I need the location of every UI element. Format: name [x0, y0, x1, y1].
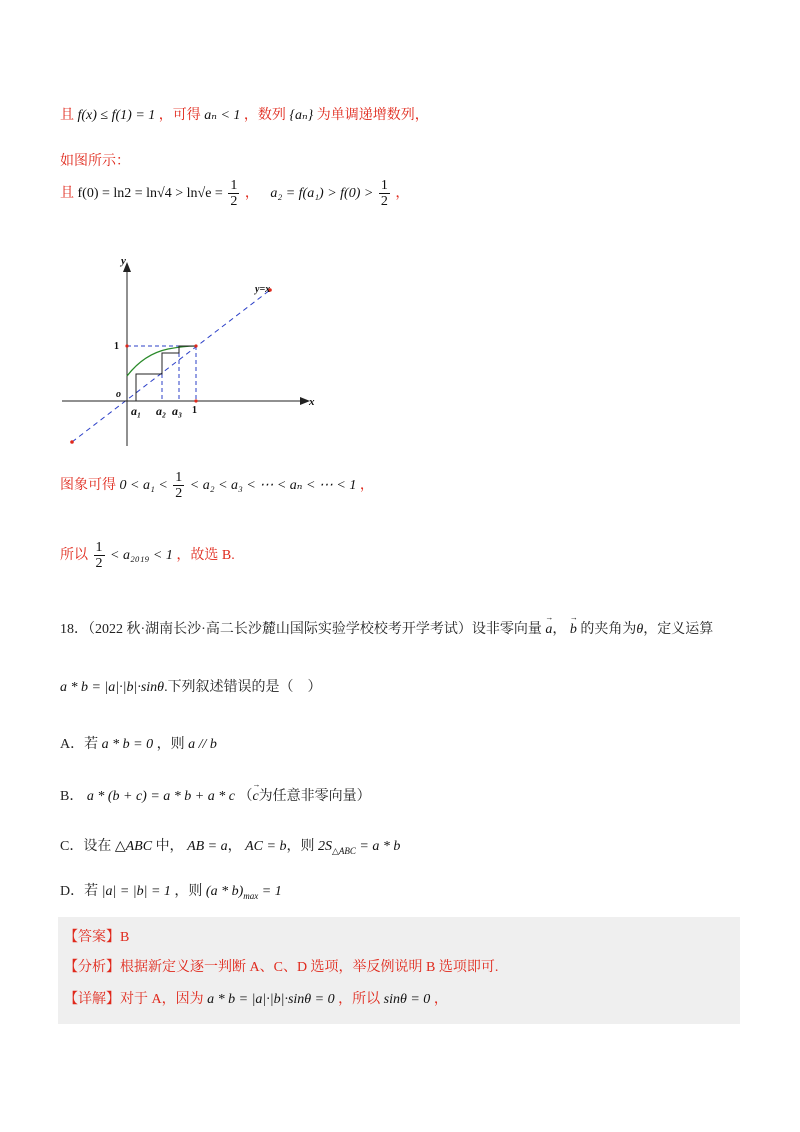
math-max: $(a * b)_{max}$ — [205, 884, 259, 901]
solution-line-1: 且 f(x) ≤ f(1) = 1 ，可得 aₙ < 1 ，数列 {aₙ} 为单调递增数列， — [60, 108, 429, 123]
math-eq-a-star-b: = a * b — [359, 839, 401, 854]
math-option-b: a * (b + c) = a * b + a * c — [86, 789, 235, 804]
x-one-label: 1 — [192, 405, 197, 416]
point-dot — [194, 344, 197, 347]
math-ab-eq-a: AB = a — [187, 839, 228, 854]
fraction-one-half: $\frac{1}{2}$ — [230, 178, 238, 210]
y-axis-label: y — [121, 255, 126, 267]
a2-label: a₂ — [156, 404, 167, 418]
math-chain-end: < a₂ < a₃ < ⋯ < aₙ < ⋯ < 1 — [189, 478, 357, 494]
vector-b: → b — [570, 622, 577, 638]
math-a2019: < a₂₀₁₉ < 1 — [110, 548, 173, 564]
point-dot — [125, 344, 128, 347]
math-an-lt-1: aₙ < 1 — [204, 108, 241, 123]
solution-line-3: 且 f(0) = ln2 = ln√4 > ln√e = $\frac{1}{2}$ ， a₂ = f(a₁) > f(0) > $\frac{1}{2}$ ， — [60, 178, 410, 210]
math-triangle: △ABC — [114, 839, 153, 854]
math-chain-start: 0 < a₁ < — [119, 478, 168, 494]
function-graph — [58, 250, 328, 450]
question-18-definition: a * b = |a|·|b|·sinθ.下列叙述错误的是（ ） — [60, 680, 322, 695]
math-ac-eq-b: AC = b — [245, 839, 287, 854]
vector-c: → c — [252, 789, 258, 805]
answer-tag: 【答案】 — [64, 930, 120, 945]
a3-label: a₃ — [172, 404, 183, 418]
analysis-tag: 【分析】 — [64, 960, 120, 975]
question-source: （2022 秋·湖南长沙·高二长沙麓山国际实验学校校考开学考试） — [88, 622, 472, 637]
math-sequence-an: {aₙ} — [289, 108, 314, 123]
answer-line — [64, 926, 129, 946]
solution-line-2: 如图所示： — [60, 154, 130, 169]
analysis-line — [64, 956, 498, 976]
math-detail-1: a * b = |a|·|b|·sinθ = 0 — [207, 992, 335, 1007]
detail-line: 【详解】对于 A，因为 a * b = |a|·|b|·sinθ = 0 ，所以 sinθ = 0 ， — [64, 992, 448, 1007]
x-axis-label: x — [309, 396, 315, 408]
answer-value: B — [120, 930, 130, 945]
math-f-le-1: f(x) ≤ f(1) = 1 — [77, 108, 156, 123]
fraction-one-half: $\frac{1}{2}$ — [95, 540, 103, 572]
detail-tag: 【详解】 — [64, 992, 120, 1007]
fraction-one-half: $\frac{1}{2}$ — [380, 178, 388, 210]
option-c: C．设在 △ABC 中， AB = a， AC = b，则 $2S_{\triangle ABC} = a * b$ — [60, 839, 401, 856]
y-one-label: 1 — [114, 341, 119, 352]
math-2s: $2S_{\triangle ABC}$ — [317, 839, 356, 856]
math-a2-gt: a₂ = f(a₁) > f(0) > — [270, 186, 374, 202]
fraction-one-half: $\frac{1}{2}$ — [175, 470, 183, 502]
point-dot — [194, 399, 197, 402]
solution-line-5: 所以 $\frac{1}{2}$ < a₂₀₁₉ < 1 ，故选 B. — [60, 540, 235, 572]
theta-symbol: θ — [636, 622, 644, 637]
line-y-equals-x — [72, 290, 270, 442]
solution-line-4: 图象可得 0 < a₁ < $\frac{1}{2}$ < a₂ < a₃ < ⋯ < aₙ < ⋯ < 1 ， — [60, 470, 374, 502]
option-d: D．若 |a| = |b| = 1 ，则 $(a * b)_{max} = 1$ — [60, 884, 282, 901]
math-definition: a * b = |a|·|b|·sinθ — [60, 680, 165, 695]
question-18-stem: 18．（2022 秋·湖南长沙·高二长沙麓山国际实验学校校考开学考试）设非零向量 → a， → b 的夹角为θ，定义运算 — [60, 618, 713, 638]
option-b: B． a * (b + c) = a * b + a * c （→ c为任意非零向量） — [60, 785, 371, 805]
a1-label: a₁ — [131, 404, 142, 418]
analysis-text: 根据新定义逐一判断 A、C、D 选项，举反例说明 B 选项即可. — [120, 960, 499, 975]
math-option-a-2: a // b — [188, 737, 217, 752]
math-option-a-1: a * b = 0 — [101, 737, 154, 752]
math-detail-2: sinθ = 0 — [383, 992, 431, 1007]
endpoint-dot — [70, 440, 74, 444]
line-label: y=x — [255, 284, 271, 295]
math-eq-1: = 1 — [261, 884, 282, 899]
math-unit-norms: |a| = |b| = 1 — [101, 884, 171, 899]
math-f0-ln2: f(0) = ln2 = ln√4 > ln√e = — [77, 186, 223, 202]
vector-a: → a — [545, 622, 552, 638]
option-a: A．若 a * b = 0 ，则 a // b — [60, 737, 217, 752]
origin-label: o — [116, 389, 121, 400]
